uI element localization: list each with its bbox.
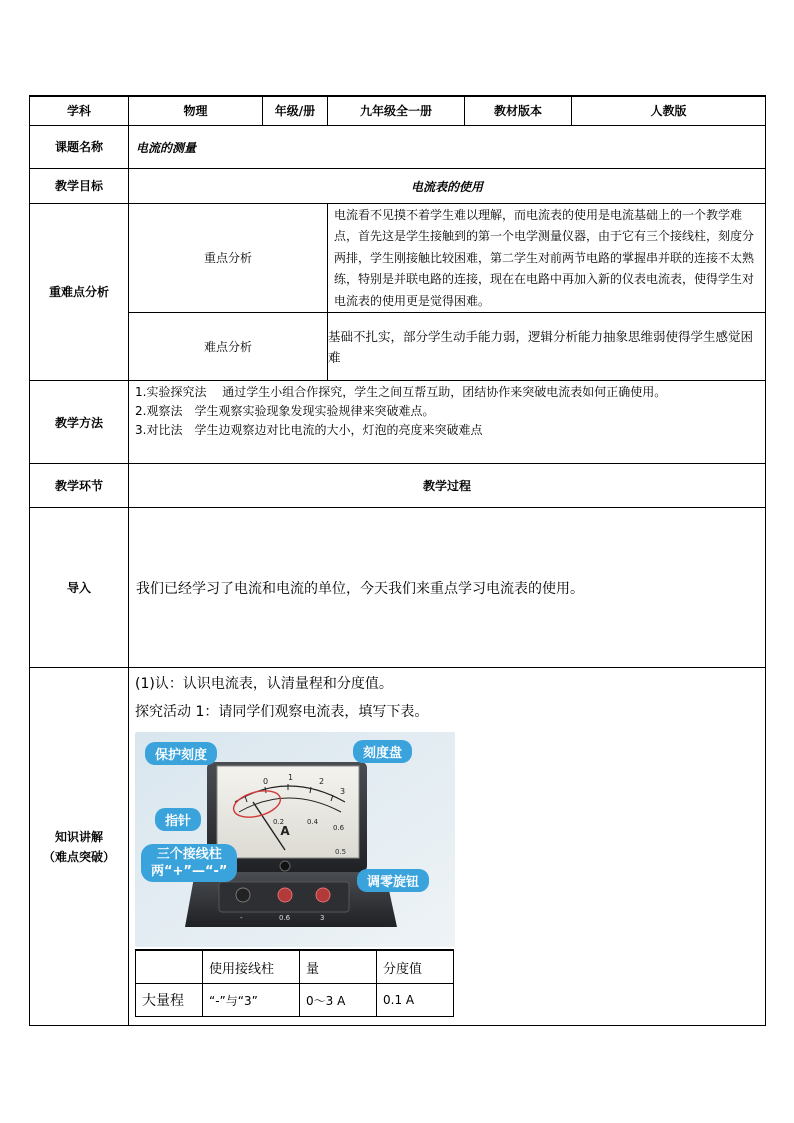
knowledge-activity: 探究活动 1：请同学们观察电流表，填写下表。	[135, 704, 429, 720]
tag-terminals-line1: 三个接线柱	[156, 847, 222, 862]
ammeter-figure	[135, 732, 455, 947]
range-header-terminal: 使用接线柱	[203, 950, 300, 984]
range-row-range: 0～3 A	[300, 984, 377, 1017]
method-item-3: 3.对比法 学生边观察边对比电流的大小，灯泡的亮度来突破难点	[135, 423, 483, 437]
range-table-row	[136, 984, 454, 1017]
hard-point-text: 基础不扎实，部分学生动手能力弱，逻辑分析能力抽象思维弱使得学生感觉困难	[328, 313, 766, 381]
terminal-label-3: 3	[320, 914, 325, 922]
tag-zero-knob: 调零旋钮	[357, 869, 429, 892]
scale-mark-0-4: 0.4	[307, 818, 319, 826]
range-row-name: 大量程	[136, 984, 203, 1017]
terminal-3	[316, 888, 330, 902]
subject-value: 物理	[129, 96, 263, 125]
lesson-title-label: 课题名称	[30, 125, 129, 168]
tag-protect-scale: 保护刻度	[145, 742, 217, 765]
methods-row	[30, 381, 766, 464]
range-header-range: 量	[300, 950, 377, 984]
methods-label: 教学方法	[30, 381, 129, 464]
method-item-2: 2.观察法 学生观察实验现象发现实验规律来突破难点。	[135, 404, 435, 418]
range-header-division: 分度值	[377, 950, 454, 984]
tag-needle: 指针	[155, 808, 201, 831]
knowledge-step: (1)认：认识电流表，认清量程和分度值。	[135, 676, 393, 692]
method-item-1: 1.实验探究法 通过学生小组合作探究，学生之间互帮互助，团结协作来突破电流表如何正确使用。	[135, 385, 667, 399]
knowledge-cell	[129, 668, 766, 1026]
intro-text: 我们已经学习了电流和电流的单位，今天我们来重点学习电流表的使用。	[129, 508, 766, 668]
scale-mark-3: 3	[340, 787, 346, 796]
lesson-title-row	[30, 125, 766, 168]
methods-cell	[129, 381, 766, 464]
knowledge-row	[30, 668, 766, 1026]
process-value: 教学过程	[129, 464, 766, 508]
intro-label: 导入	[30, 508, 129, 668]
scale-mark-0-6: 0.6	[333, 824, 345, 832]
goal-label: 教学目标	[30, 168, 129, 203]
goal-row	[30, 168, 766, 203]
grade-value: 九年级全一册	[328, 96, 465, 125]
process-row	[30, 464, 766, 508]
hard-point-row	[30, 313, 766, 381]
terminal-negative	[236, 888, 250, 902]
range-row-division: 0.1 A	[377, 984, 454, 1017]
knowledge-label-line1: 知识讲解	[54, 829, 103, 844]
scale-mark-1: 1	[288, 773, 294, 782]
difficulty-label: 重难点分析	[30, 203, 129, 381]
terminal-label-0-6: 0.6	[279, 914, 291, 922]
hard-point-label: 难点分析	[129, 313, 328, 381]
knowledge-label	[30, 668, 129, 1026]
subject-label: 学科	[30, 96, 129, 125]
range-table-header	[136, 950, 454, 984]
key-point-label: 重点分析	[129, 203, 328, 313]
knowledge-label-line2: （难点突破）	[42, 849, 115, 864]
edition-label: 教材版本	[465, 96, 572, 125]
lesson-plan-table	[29, 95, 766, 1026]
lesson-title-value: 电流的测量	[136, 141, 197, 155]
process-label: 教学环节	[30, 464, 129, 508]
grade-label: 年级/册	[263, 96, 328, 125]
class-mark: 0.5	[335, 848, 347, 856]
range-table	[135, 949, 454, 1017]
unit-glyph-a: A	[280, 824, 290, 838]
key-point-row	[30, 203, 766, 313]
range-row-terminal: “-”与“3”	[203, 984, 300, 1017]
goal-cell	[129, 168, 766, 203]
lesson-title-cell	[129, 125, 766, 168]
intro-row	[30, 508, 766, 668]
zero-knob	[280, 861, 290, 871]
scale-mark-2: 2	[319, 777, 325, 786]
range-header-empty	[136, 950, 203, 984]
key-point-text: 电流看不见摸不着学生难以理解，而电流表的使用是电流基础上的一个教学难点，首先这是学生接触到的第一个电学测量仪器，由于它有三个接线柱，刻度分两排，学生刚接触比较困难，第二学生对前两节电路的掌握串并联的连接不太熟练，特别是并联电路的连接，现在在电路中再加入新的仪表电流表，使得学生对电流表的使用更是觉得困难。	[328, 203, 766, 313]
tag-terminals	[141, 844, 237, 882]
terminal-0-6	[278, 888, 292, 902]
scale-mark-0: 0	[263, 777, 269, 786]
header-row	[30, 96, 766, 125]
tag-terminals-line2: 两“+”—“-”	[151, 864, 228, 879]
goal-value: 电流表的使用	[410, 180, 483, 194]
tag-dial: 刻度盘	[353, 740, 412, 763]
scale-mark-0-2: 0.2	[273, 818, 285, 826]
terminal-label-neg: -	[240, 914, 243, 922]
edition-value: 人教版	[572, 96, 766, 125]
